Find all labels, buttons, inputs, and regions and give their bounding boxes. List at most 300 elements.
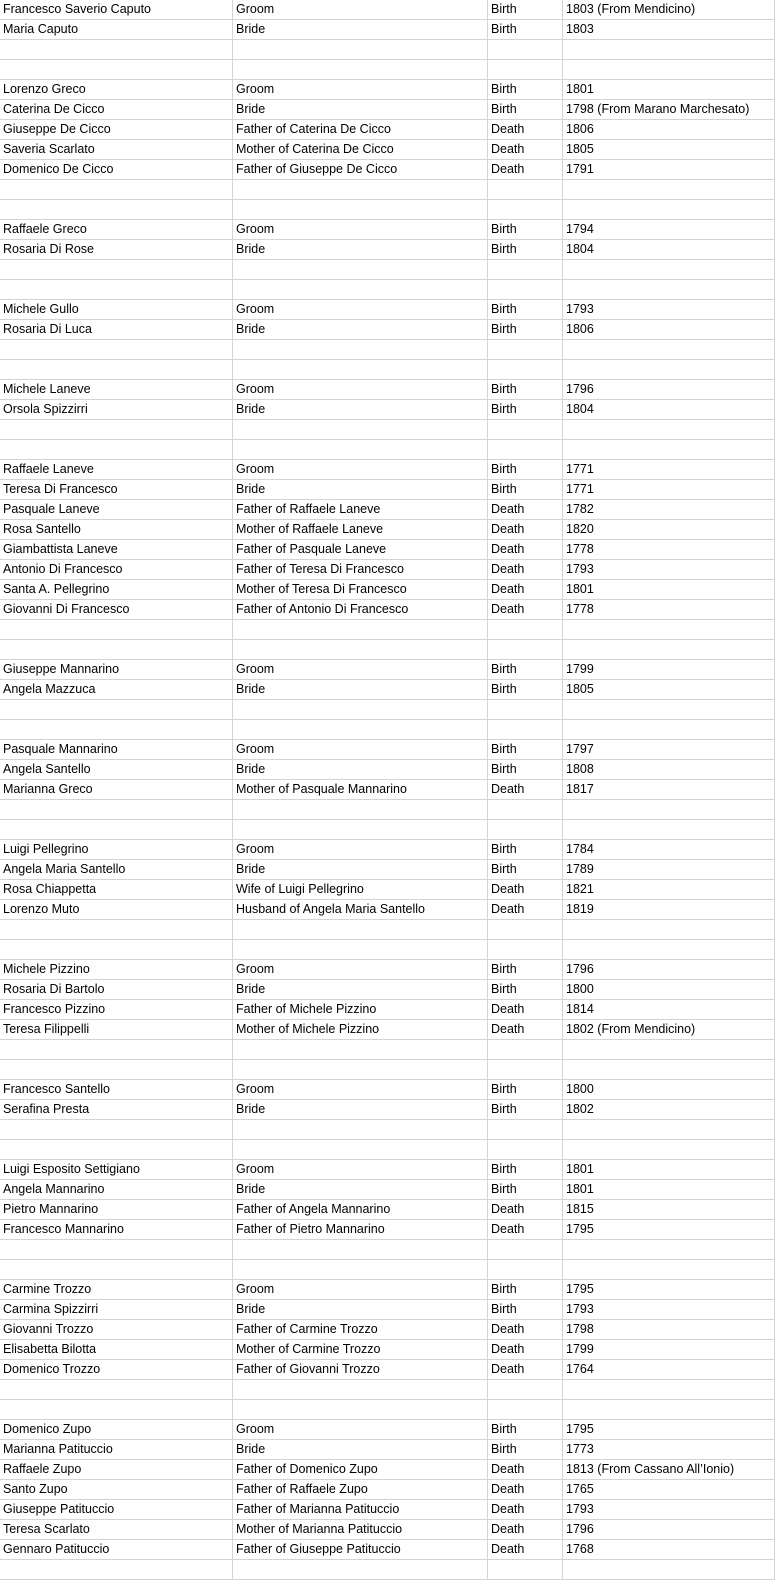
name-cell[interactable]: Teresa Filippelli: [0, 1020, 233, 1039]
year-cell[interactable]: 1791: [566, 162, 594, 176]
year-cell[interactable]: 1806: [566, 322, 594, 336]
event-cell[interactable]: [488, 1380, 563, 1399]
year-cell[interactable]: 1801: [566, 82, 594, 96]
year-cell[interactable]: 1806: [566, 122, 594, 136]
relation-cell[interactable]: Groom: [233, 840, 488, 859]
event-cell[interactable]: Death: [488, 1360, 563, 1379]
year-cell[interactable]: 1794: [566, 222, 594, 236]
name-cell[interactable]: [0, 280, 233, 299]
name-cell[interactable]: Orsola Spizzirri: [0, 400, 233, 419]
year-cell[interactable]: [563, 60, 774, 79]
relation-cell[interactable]: Father of Giovanni Trozzo: [233, 1360, 488, 1379]
event-cell[interactable]: [488, 720, 563, 739]
event-cell[interactable]: [488, 640, 563, 659]
year-cell[interactable]: 1801: [566, 582, 594, 596]
name-cell[interactable]: [0, 1560, 233, 1579]
year-cell[interactable]: [563, 440, 774, 459]
name-cell[interactable]: Teresa Di Francesco: [0, 480, 233, 499]
relation-cell[interactable]: Groom: [233, 0, 488, 19]
year-cell[interactable]: 1805: [566, 682, 594, 696]
name-cell[interactable]: Angela Santello: [0, 760, 233, 779]
name-cell[interactable]: [0, 700, 233, 719]
event-cell[interactable]: Birth: [488, 460, 563, 479]
event-cell[interactable]: [488, 1260, 563, 1279]
event-cell[interactable]: [488, 820, 563, 839]
year-cell[interactable]: 1793: [566, 1302, 594, 1316]
relation-cell[interactable]: Groom: [233, 80, 488, 99]
year-cell[interactable]: 1800: [566, 982, 594, 996]
event-cell[interactable]: [488, 180, 563, 199]
year-cell[interactable]: 1804: [566, 242, 594, 256]
event-cell[interactable]: Death: [488, 140, 563, 159]
name-cell[interactable]: Carmine Trozzo: [0, 1280, 233, 1299]
event-cell[interactable]: [488, 280, 563, 299]
event-cell[interactable]: [488, 1060, 563, 1079]
name-cell[interactable]: Rosaria Di Bartolo: [0, 980, 233, 999]
name-cell[interactable]: Angela Mannarino: [0, 1180, 233, 1199]
year-cell[interactable]: 1803 (From Mendicino): [566, 2, 696, 16]
year-cell[interactable]: [563, 280, 774, 299]
name-cell[interactable]: Marianna Patituccio: [0, 1440, 233, 1459]
event-cell[interactable]: Birth: [488, 320, 563, 339]
name-cell[interactable]: Raffaele Laneve: [0, 460, 233, 479]
year-cell[interactable]: [563, 1380, 774, 1399]
event-cell[interactable]: [488, 420, 563, 439]
year-cell[interactable]: [563, 420, 774, 439]
name-cell[interactable]: Santo Zupo: [0, 1480, 233, 1499]
relation-cell[interactable]: [233, 820, 488, 839]
year-cell[interactable]: 1793: [566, 562, 594, 576]
year-cell[interactable]: [563, 1140, 774, 1159]
relation-cell[interactable]: Groom: [233, 300, 488, 319]
event-cell[interactable]: Birth: [488, 300, 563, 319]
relation-cell[interactable]: Groom: [233, 1160, 488, 1179]
event-cell[interactable]: Birth: [488, 100, 563, 119]
relation-cell[interactable]: [233, 1400, 488, 1419]
relation-cell[interactable]: Groom: [233, 1420, 488, 1439]
relation-cell[interactable]: [233, 440, 488, 459]
year-cell[interactable]: 1771: [566, 462, 594, 476]
event-cell[interactable]: Birth: [488, 680, 563, 699]
year-cell[interactable]: 1793: [566, 1502, 594, 1516]
year-cell[interactable]: [563, 640, 774, 659]
event-cell[interactable]: Birth: [488, 20, 563, 39]
year-cell[interactable]: [563, 200, 774, 219]
name-cell[interactable]: [0, 200, 233, 219]
relation-cell[interactable]: Mother of Caterina De Cicco: [233, 140, 488, 159]
year-cell[interactable]: 1773: [566, 1442, 594, 1456]
name-cell[interactable]: Serafina Presta: [0, 1100, 233, 1119]
name-cell[interactable]: [0, 40, 233, 59]
name-cell[interactable]: [0, 420, 233, 439]
name-cell[interactable]: Maria Caputo: [0, 20, 233, 39]
relation-cell[interactable]: Bride: [233, 980, 488, 999]
year-cell[interactable]: 1795: [566, 1282, 594, 1296]
name-cell[interactable]: [0, 820, 233, 839]
relation-cell[interactable]: [233, 1040, 488, 1059]
year-cell[interactable]: 1799: [566, 1342, 594, 1356]
name-cell[interactable]: Francesco Saverio Caputo: [0, 0, 233, 19]
relation-cell[interactable]: Bride: [233, 1180, 488, 1199]
year-cell[interactable]: [563, 260, 774, 279]
event-cell[interactable]: Death: [488, 1340, 563, 1359]
event-cell[interactable]: Death: [488, 580, 563, 599]
relation-cell[interactable]: Bride: [233, 20, 488, 39]
year-cell[interactable]: 1796: [566, 1522, 594, 1536]
name-cell[interactable]: [0, 940, 233, 959]
event-cell[interactable]: Birth: [488, 980, 563, 999]
relation-cell[interactable]: Mother of Michele Pizzino: [233, 1020, 488, 1039]
relation-cell[interactable]: [233, 360, 488, 379]
year-cell[interactable]: [563, 360, 774, 379]
event-cell[interactable]: Birth: [488, 240, 563, 259]
event-cell[interactable]: Death: [488, 560, 563, 579]
name-cell[interactable]: Pasquale Laneve: [0, 500, 233, 519]
name-cell[interactable]: Francesco Santello: [0, 1080, 233, 1099]
event-cell[interactable]: Birth: [488, 0, 563, 19]
relation-cell[interactable]: Groom: [233, 960, 488, 979]
relation-cell[interactable]: Bride: [233, 480, 488, 499]
name-cell[interactable]: Raffaele Greco: [0, 220, 233, 239]
event-cell[interactable]: Birth: [488, 840, 563, 859]
year-cell[interactable]: 1778: [566, 542, 594, 556]
event-cell[interactable]: [488, 1120, 563, 1139]
relation-cell[interactable]: [233, 420, 488, 439]
name-cell[interactable]: [0, 260, 233, 279]
name-cell[interactable]: Luigi Esposito Settigiano: [0, 1160, 233, 1179]
event-cell[interactable]: [488, 800, 563, 819]
year-cell[interactable]: [563, 720, 774, 739]
relation-cell[interactable]: Father of Caterina De Cicco: [233, 120, 488, 139]
event-cell[interactable]: Birth: [488, 480, 563, 499]
event-cell[interactable]: Death: [488, 1220, 563, 1239]
event-cell[interactable]: [488, 620, 563, 639]
event-cell[interactable]: Death: [488, 1500, 563, 1519]
name-cell[interactable]: [0, 1240, 233, 1259]
event-cell[interactable]: Death: [488, 900, 563, 919]
year-cell[interactable]: 1799: [566, 662, 594, 676]
year-cell[interactable]: 1784: [566, 842, 594, 856]
name-cell[interactable]: Luigi Pellegrino: [0, 840, 233, 859]
relation-cell[interactable]: Mother of Pasquale Mannarino: [233, 780, 488, 799]
event-cell[interactable]: Birth: [488, 80, 563, 99]
year-cell[interactable]: 1798: [566, 1322, 594, 1336]
year-cell[interactable]: 1802: [566, 1102, 594, 1116]
year-cell[interactable]: 1795: [566, 1422, 594, 1436]
year-cell[interactable]: 1804: [566, 402, 594, 416]
year-cell[interactable]: 1813 (From Cassano All’Ionio): [566, 1462, 735, 1476]
name-cell[interactable]: [0, 1140, 233, 1159]
event-cell[interactable]: Death: [488, 1200, 563, 1219]
relation-cell[interactable]: Bride: [233, 320, 488, 339]
relation-cell[interactable]: Mother of Raffaele Laneve: [233, 520, 488, 539]
relation-cell[interactable]: Groom: [233, 460, 488, 479]
event-cell[interactable]: [488, 1240, 563, 1259]
name-cell[interactable]: [0, 1260, 233, 1279]
year-cell[interactable]: 1765: [566, 1482, 594, 1496]
name-cell[interactable]: [0, 360, 233, 379]
event-cell[interactable]: Birth: [488, 1160, 563, 1179]
event-cell[interactable]: Birth: [488, 1180, 563, 1199]
relation-cell[interactable]: [233, 1140, 488, 1159]
relation-cell[interactable]: Wife of Luigi Pellegrino: [233, 880, 488, 899]
year-cell[interactable]: 1820: [566, 522, 594, 536]
name-cell[interactable]: Giuseppe Patituccio: [0, 1500, 233, 1519]
relation-cell[interactable]: Husband of Angela Maria Santello: [233, 900, 488, 919]
name-cell[interactable]: Carmina Spizzirri: [0, 1300, 233, 1319]
relation-cell[interactable]: Groom: [233, 660, 488, 679]
name-cell[interactable]: Angela Mazzuca: [0, 680, 233, 699]
year-cell[interactable]: 1801: [566, 1162, 594, 1176]
relation-cell[interactable]: [233, 1240, 488, 1259]
relation-cell[interactable]: Mother of Teresa Di Francesco: [233, 580, 488, 599]
year-cell[interactable]: 1797: [566, 742, 594, 756]
relation-cell[interactable]: [233, 1120, 488, 1139]
year-cell[interactable]: 1821: [566, 882, 594, 896]
event-cell[interactable]: Birth: [488, 960, 563, 979]
relation-cell[interactable]: Father of Pasquale Laneve: [233, 540, 488, 559]
event-cell[interactable]: [488, 40, 563, 59]
relation-cell[interactable]: [233, 700, 488, 719]
year-cell[interactable]: [563, 1400, 774, 1419]
relation-cell[interactable]: Bride: [233, 760, 488, 779]
year-cell[interactable]: 1796: [566, 962, 594, 976]
name-cell[interactable]: [0, 640, 233, 659]
year-cell[interactable]: 1778: [566, 602, 594, 616]
relation-cell[interactable]: [233, 60, 488, 79]
name-cell[interactable]: Rosaria Di Rose: [0, 240, 233, 259]
relation-cell[interactable]: Groom: [233, 1080, 488, 1099]
year-cell[interactable]: 1802 (From Mendicino): [566, 1022, 696, 1036]
year-cell[interactable]: [563, 620, 774, 639]
year-cell[interactable]: [563, 1120, 774, 1139]
name-cell[interactable]: Rosa Chiappetta: [0, 880, 233, 899]
name-cell[interactable]: [0, 620, 233, 639]
relation-cell[interactable]: [233, 920, 488, 939]
relation-cell[interactable]: Bride: [233, 680, 488, 699]
relation-cell[interactable]: Father of Antonio Di Francesco: [233, 600, 488, 619]
year-cell[interactable]: 1814: [566, 1002, 594, 1016]
relation-cell[interactable]: Groom: [233, 380, 488, 399]
relation-cell[interactable]: Father of Giuseppe De Cicco: [233, 160, 488, 179]
name-cell[interactable]: [0, 800, 233, 819]
name-cell[interactable]: Giovanni Trozzo: [0, 1320, 233, 1339]
event-cell[interactable]: Death: [488, 500, 563, 519]
year-cell[interactable]: 1795: [566, 1222, 594, 1236]
year-cell[interactable]: 1817: [566, 782, 594, 796]
event-cell[interactable]: Death: [488, 1020, 563, 1039]
name-cell[interactable]: [0, 920, 233, 939]
event-cell[interactable]: [488, 940, 563, 959]
relation-cell[interactable]: Father of Raffaele Laneve: [233, 500, 488, 519]
relation-cell[interactable]: [233, 200, 488, 219]
relation-cell[interactable]: [233, 340, 488, 359]
year-cell[interactable]: [563, 340, 774, 359]
year-cell[interactable]: 1798 (From Marano Marchesato): [566, 102, 750, 116]
relation-cell[interactable]: [233, 720, 488, 739]
relation-cell[interactable]: Groom: [233, 740, 488, 759]
relation-cell[interactable]: Bride: [233, 400, 488, 419]
year-cell[interactable]: 1796: [566, 382, 594, 396]
name-cell[interactable]: Lorenzo Muto: [0, 900, 233, 919]
relation-cell[interactable]: Mother of Marianna Patituccio: [233, 1520, 488, 1539]
relation-cell[interactable]: Bride: [233, 1440, 488, 1459]
year-cell[interactable]: 1771: [566, 482, 594, 496]
name-cell[interactable]: [0, 1040, 233, 1059]
name-cell[interactable]: Michele Pizzino: [0, 960, 233, 979]
relation-cell[interactable]: [233, 940, 488, 959]
relation-cell[interactable]: Groom: [233, 220, 488, 239]
year-cell[interactable]: [563, 920, 774, 939]
event-cell[interactable]: Death: [488, 1480, 563, 1499]
event-cell[interactable]: [488, 1140, 563, 1159]
event-cell[interactable]: Death: [488, 160, 563, 179]
year-cell[interactable]: 1801: [566, 1182, 594, 1196]
year-cell[interactable]: 1805: [566, 142, 594, 156]
event-cell[interactable]: [488, 60, 563, 79]
relation-cell[interactable]: Mother of Carmine Trozzo: [233, 1340, 488, 1359]
relation-cell[interactable]: Bride: [233, 100, 488, 119]
year-cell[interactable]: [563, 940, 774, 959]
event-cell[interactable]: Birth: [488, 1300, 563, 1319]
relation-cell[interactable]: Father of Giuseppe Patituccio: [233, 1540, 488, 1559]
name-cell[interactable]: Santa A. Pellegrino: [0, 580, 233, 599]
name-cell[interactable]: Rosaria Di Luca: [0, 320, 233, 339]
event-cell[interactable]: Birth: [488, 1080, 563, 1099]
relation-cell[interactable]: [233, 620, 488, 639]
name-cell[interactable]: Rosa Santello: [0, 520, 233, 539]
year-cell[interactable]: [563, 1260, 774, 1279]
relation-cell[interactable]: [233, 280, 488, 299]
event-cell[interactable]: [488, 1040, 563, 1059]
name-cell[interactable]: Francesco Pizzino: [0, 1000, 233, 1019]
name-cell[interactable]: [0, 1380, 233, 1399]
event-cell[interactable]: Death: [488, 1520, 563, 1539]
event-cell[interactable]: Birth: [488, 380, 563, 399]
name-cell[interactable]: Teresa Scarlato: [0, 1520, 233, 1539]
name-cell[interactable]: Saveria Scarlato: [0, 140, 233, 159]
relation-cell[interactable]: Bride: [233, 1300, 488, 1319]
event-cell[interactable]: Death: [488, 600, 563, 619]
year-cell[interactable]: 1808: [566, 762, 594, 776]
event-cell[interactable]: Death: [488, 780, 563, 799]
relation-cell[interactable]: Bride: [233, 860, 488, 879]
event-cell[interactable]: Birth: [488, 220, 563, 239]
name-cell[interactable]: Giovanni Di Francesco: [0, 600, 233, 619]
event-cell[interactable]: [488, 1560, 563, 1579]
name-cell[interactable]: Pietro Mannarino: [0, 1200, 233, 1219]
name-cell[interactable]: Giuseppe Mannarino: [0, 660, 233, 679]
relation-cell[interactable]: [233, 800, 488, 819]
name-cell[interactable]: [0, 1060, 233, 1079]
year-cell[interactable]: [563, 1040, 774, 1059]
year-cell[interactable]: 1803: [566, 22, 594, 36]
year-cell[interactable]: [563, 1560, 774, 1579]
name-cell[interactable]: Pasquale Mannarino: [0, 740, 233, 759]
relation-cell[interactable]: [233, 1380, 488, 1399]
name-cell[interactable]: Elisabetta Bilotta: [0, 1340, 233, 1359]
name-cell[interactable]: [0, 440, 233, 459]
event-cell[interactable]: Birth: [488, 760, 563, 779]
relation-cell[interactable]: Groom: [233, 1280, 488, 1299]
event-cell[interactable]: [488, 340, 563, 359]
event-cell[interactable]: [488, 200, 563, 219]
event-cell[interactable]: [488, 260, 563, 279]
relation-cell[interactable]: [233, 640, 488, 659]
relation-cell[interactable]: Father of Teresa Di Francesco: [233, 560, 488, 579]
event-cell[interactable]: Death: [488, 1540, 563, 1559]
event-cell[interactable]: Birth: [488, 860, 563, 879]
event-cell[interactable]: Death: [488, 120, 563, 139]
relation-cell[interactable]: Father of Marianna Patituccio: [233, 1500, 488, 1519]
relation-cell[interactable]: Father of Domenico Zupo: [233, 1460, 488, 1479]
name-cell[interactable]: [0, 180, 233, 199]
year-cell[interactable]: [563, 820, 774, 839]
event-cell[interactable]: Death: [488, 1000, 563, 1019]
year-cell[interactable]: 1815: [566, 1202, 594, 1216]
year-cell[interactable]: 1800: [566, 1082, 594, 1096]
relation-cell[interactable]: Bride: [233, 1100, 488, 1119]
name-cell[interactable]: Gennaro Patituccio: [0, 1540, 233, 1559]
year-cell[interactable]: [563, 40, 774, 59]
name-cell[interactable]: Domenico Trozzo: [0, 1360, 233, 1379]
year-cell[interactable]: [563, 1240, 774, 1259]
name-cell[interactable]: Francesco Mannarino: [0, 1220, 233, 1239]
year-cell[interactable]: [563, 180, 774, 199]
year-cell[interactable]: [563, 1060, 774, 1079]
relation-cell[interactable]: [233, 260, 488, 279]
event-cell[interactable]: Birth: [488, 660, 563, 679]
name-cell[interactable]: Lorenzo Greco: [0, 80, 233, 99]
name-cell[interactable]: Domenico De Cicco: [0, 160, 233, 179]
name-cell[interactable]: [0, 1400, 233, 1419]
name-cell[interactable]: Marianna Greco: [0, 780, 233, 799]
relation-cell[interactable]: Father of Angela Mannarino: [233, 1200, 488, 1219]
event-cell[interactable]: Death: [488, 540, 563, 559]
event-cell[interactable]: Birth: [488, 740, 563, 759]
name-cell[interactable]: Giuseppe De Cicco: [0, 120, 233, 139]
event-cell[interactable]: Death: [488, 520, 563, 539]
name-cell[interactable]: Caterina De Cicco: [0, 100, 233, 119]
relation-cell[interactable]: Father of Carmine Trozzo: [233, 1320, 488, 1339]
year-cell[interactable]: 1793: [566, 302, 594, 316]
event-cell[interactable]: Death: [488, 1320, 563, 1339]
year-cell[interactable]: 1819: [566, 902, 594, 916]
relation-cell[interactable]: Bride: [233, 240, 488, 259]
name-cell[interactable]: Michele Gullo: [0, 300, 233, 319]
year-cell[interactable]: [563, 800, 774, 819]
event-cell[interactable]: Death: [488, 1460, 563, 1479]
event-cell[interactable]: Birth: [488, 1420, 563, 1439]
name-cell[interactable]: [0, 720, 233, 739]
relation-cell[interactable]: [233, 1260, 488, 1279]
year-cell[interactable]: 1768: [566, 1542, 594, 1556]
event-cell[interactable]: Birth: [488, 1280, 563, 1299]
event-cell[interactable]: Birth: [488, 1440, 563, 1459]
event-cell[interactable]: Birth: [488, 1100, 563, 1119]
relation-cell[interactable]: [233, 40, 488, 59]
name-cell[interactable]: [0, 1120, 233, 1139]
event-cell[interactable]: [488, 360, 563, 379]
event-cell[interactable]: [488, 700, 563, 719]
relation-cell[interactable]: [233, 1560, 488, 1579]
name-cell[interactable]: Raffaele Zupo: [0, 1460, 233, 1479]
relation-cell[interactable]: Father of Pietro Mannarino: [233, 1220, 488, 1239]
name-cell[interactable]: Domenico Zupo: [0, 1420, 233, 1439]
event-cell[interactable]: Birth: [488, 400, 563, 419]
event-cell[interactable]: [488, 440, 563, 459]
year-cell[interactable]: [563, 700, 774, 719]
